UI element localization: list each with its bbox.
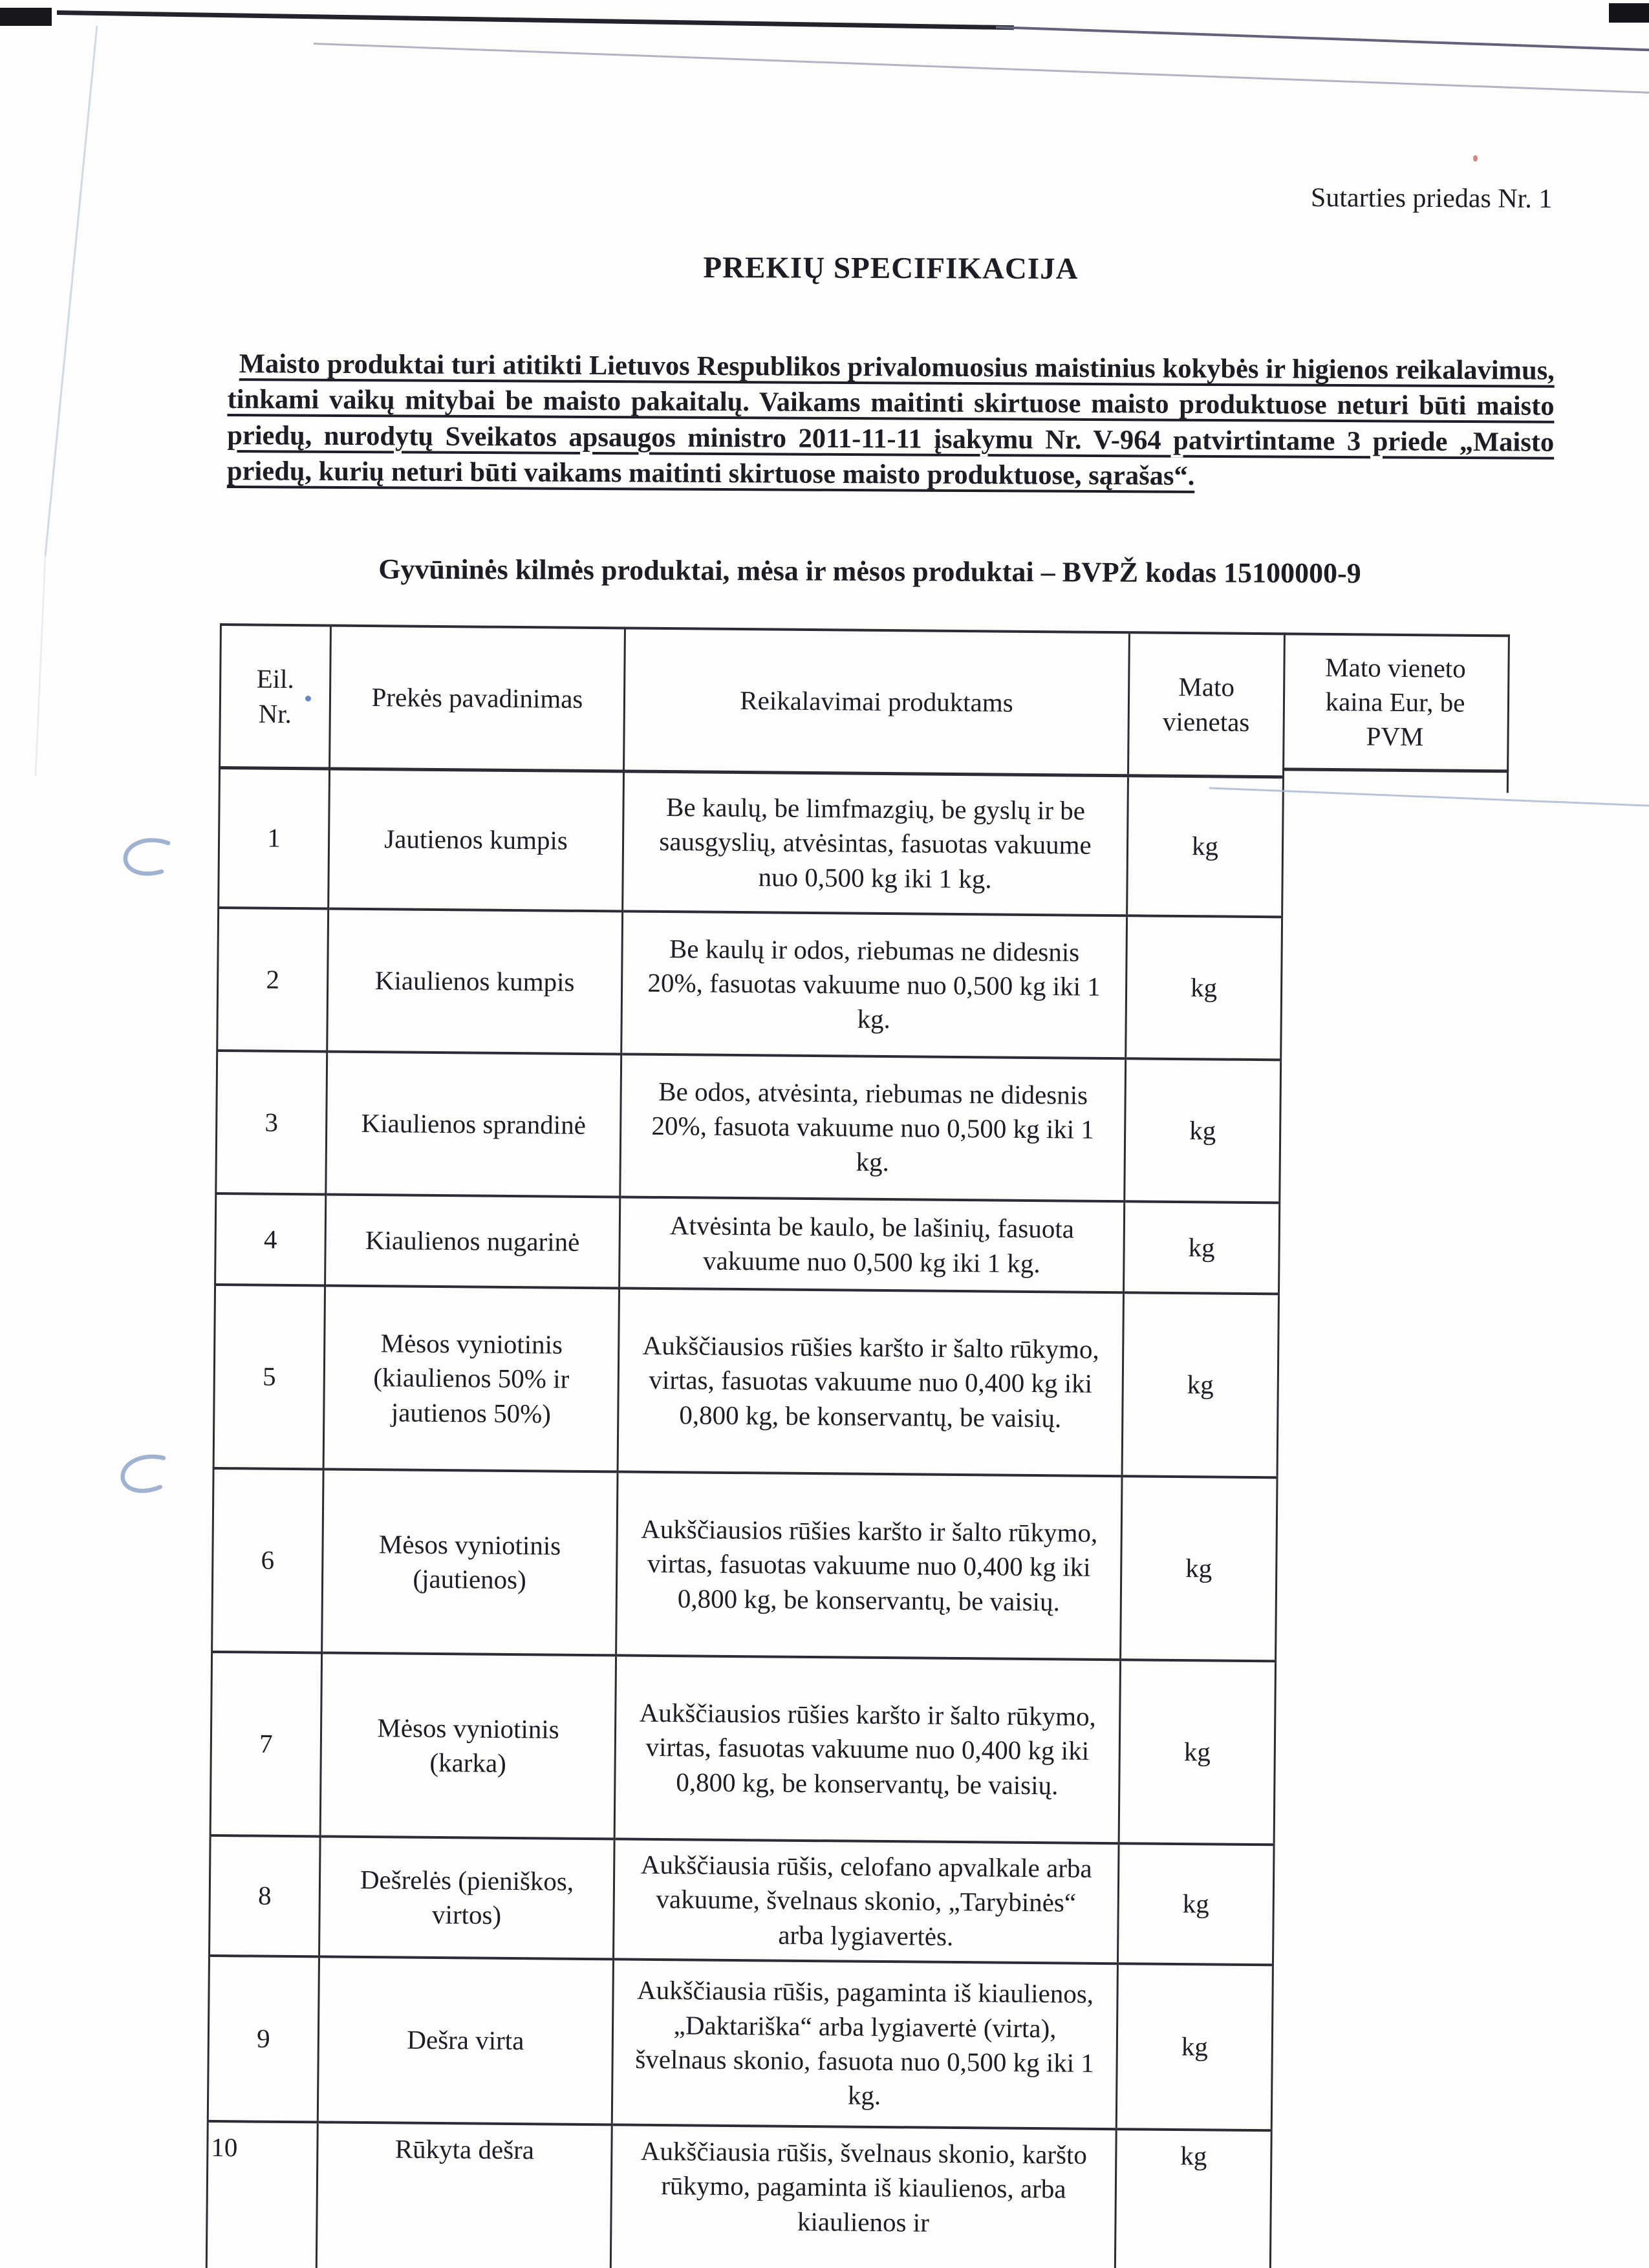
requirements-cell: Be kaulų ir odos, riebumas ne didesnis 20%, fasuotas vakuume nuo 0,500 kg iki 1 kg.: [621, 911, 1127, 1058]
unit-cell: kg: [1125, 1058, 1281, 1203]
row-number-cell: 1: [219, 768, 330, 909]
table-row: [216, 1051, 1281, 1203]
row-number-cell: 3: [216, 1051, 327, 1194]
requirements-cell: Aukščiausios rūšies karšto ir šalto rūkymo, virtas, fasuotas vakuume nuo 0,400 kg iki 0,800 kg, be konservantų, be vaisių.: [616, 1471, 1122, 1660]
product-name-cell: Rūkyta dešra: [316, 2122, 612, 2268]
table-row: [215, 1193, 1280, 1294]
header-prekes: Prekės pavadinimas: [330, 625, 625, 771]
requirements-cell: Aukščiausia rūšis, švelnaus skonio, karšto rūkymo, pagaminta iš kiaulienos, arba kiaulienos ir: [610, 2124, 1116, 2268]
products-table: [205, 623, 1286, 2268]
page-fold-line: [0, 0, 168, 815]
header-price-cell: Mato vieneto kaina Eur, be PVM: [1282, 632, 1510, 773]
requirements-cell: Aukščiausia rūšis, celofano apvalkale arba vakuume, švelnaus skonio, „Tarybinės“ arba lygiavertės.: [613, 1839, 1119, 1963]
document-title: PREKIŲ SPECIFIKACIJA: [703, 250, 1079, 286]
pen-mark-icon: [118, 835, 182, 886]
product-name-cell: Kiaulienos kumpis: [327, 908, 623, 1054]
scan-edge-line-faint: [314, 43, 1649, 94]
product-name-cell: Mėsos vyniotinis (jautienos): [322, 1469, 618, 1655]
row-number-cell: 9: [208, 1956, 319, 2122]
unit-cell: kg: [1117, 1843, 1274, 1965]
pen-mark-icon: [113, 1449, 182, 1506]
table-row: [208, 1956, 1273, 2130]
row-number-cell: 2: [217, 908, 329, 1051]
unit-cell: kg: [1126, 915, 1282, 1060]
table-header: [220, 625, 1285, 777]
product-name-cell: Mėsos vyniotinis (kiaulienos 50% ir jautienos 50%): [323, 1285, 619, 1471]
unit-cell: kg: [1115, 2129, 1271, 2268]
specification-table: [205, 623, 1466, 2268]
requirements-cell: Be kaulų, be limfmazgių, be gyslų ir be sausgyslių, atvėsintas, fasuotas vakuume nuo 0,500 kg iki 1 kg.: [623, 771, 1128, 915]
row-number-cell: 6: [212, 1468, 323, 1653]
product-name-cell: Kiaulienos nugarinė: [325, 1194, 620, 1288]
row-number-cell: 7: [210, 1652, 321, 1836]
header-eil-nr: Eil. Nr.: [220, 625, 331, 769]
scan-corner-blob-left: [0, 8, 52, 26]
row-number-cell: 5: [213, 1285, 325, 1469]
unit-cell: kg: [1124, 1201, 1280, 1294]
product-name-cell: Mėsos vyniotinis (karka): [320, 1653, 616, 1839]
scan-corner-blob-right: [1609, 3, 1649, 23]
ink-speck-red: [1473, 155, 1478, 162]
unit-cell: kg: [1121, 1476, 1277, 1661]
product-name-cell: Dešrelės (pieniškos, virtos): [319, 1836, 615, 1959]
unit-cell: kg: [1122, 1292, 1278, 1477]
table-row: [213, 1285, 1278, 1477]
row-number-cell: 8: [210, 1835, 321, 1956]
unit-cell: kg: [1127, 776, 1284, 917]
table-row: [212, 1468, 1277, 1661]
product-name-cell: Dešra virta: [318, 1956, 613, 2124]
table-row: [206, 2121, 1271, 2268]
header-reikalavimai: Reikalavimai produktams: [624, 628, 1130, 775]
product-name-cell: Kiaulienos sprandinė: [326, 1051, 621, 1197]
unit-cell: kg: [1119, 1660, 1275, 1845]
requirements-cell: Aukščiausios rūšies karšto ir šalto rūkymo, virtas, fasuotas vakuume nuo 0,400 kg iki 0,800 kg, be konservantų, be vaisių.: [614, 1655, 1120, 1843]
scan-edge-line-dark: [57, 10, 1014, 30]
requirements-cell: Atvėsinta be kaulo, be lašinių, fasuota vakuume nuo 0,500 kg iki 1 kg.: [620, 1197, 1125, 1292]
product-name-cell: Jautienos kumpis: [329, 769, 624, 911]
table-row: [219, 768, 1284, 917]
requirements-cell: Aukščiausios rūšies karšto ir šalto rūkymo, virtas, fasuotas vakuume nuo 0,400 kg iki 0,800 kg, be konservantų, be vaisių.: [618, 1288, 1123, 1476]
requirements-cell: Be odos, atvėsinta, riebumas ne didesnis 20%, fasuota vakuume nuo 0,500 kg iki 1 kg.: [620, 1054, 1126, 1201]
row-number-cell: 10: [206, 2121, 318, 2268]
header-mato-vienetas: Mato vienetas: [1128, 632, 1284, 777]
scan-edge-line-medium: [996, 26, 1649, 51]
unit-cell: kg: [1116, 1963, 1273, 2130]
table-row: [210, 1652, 1275, 1845]
table-body: [206, 768, 1284, 2268]
row-number-cell: 4: [215, 1193, 326, 1285]
header-row: [220, 625, 1285, 777]
table-row: [210, 1835, 1275, 1965]
table-row: [217, 908, 1282, 1060]
annex-note: Sutarties priedas Nr. 1: [1310, 183, 1553, 214]
intro-paragraph: Maisto produktai turi atitikti Lietuvos Respublikos privalomuosius maistinius kokybės ir higienos reikalavimus, tinkami vaikų mitybai be maisto pakaitalų. Vaikams maitinti skirtuose maisto produktuose neturi būti maisto priedų, nurodytų Sveikatos apsaugos ministro 2011-11-11 įsakymu Nr. V-964 patvirtintame 3 priede „Maisto priedų, kurių neturi būti vaikams maitinti skirtuose maisto produktuose, sąrašas“.: [226, 348, 1555, 491]
section-title: Gyvūninės kilmės produktai, mėsa ir mėsos produktai – BVPŽ kodas 15100000-9: [378, 553, 1361, 590]
requirements-cell: Aukščiausia rūšis, pagaminta iš kiaulienos, „Daktariška“ arba lygiavertė (virta), švelnaus skonio, fasuota nuo 0,500 kg iki 1 kg.: [612, 1959, 1117, 2129]
